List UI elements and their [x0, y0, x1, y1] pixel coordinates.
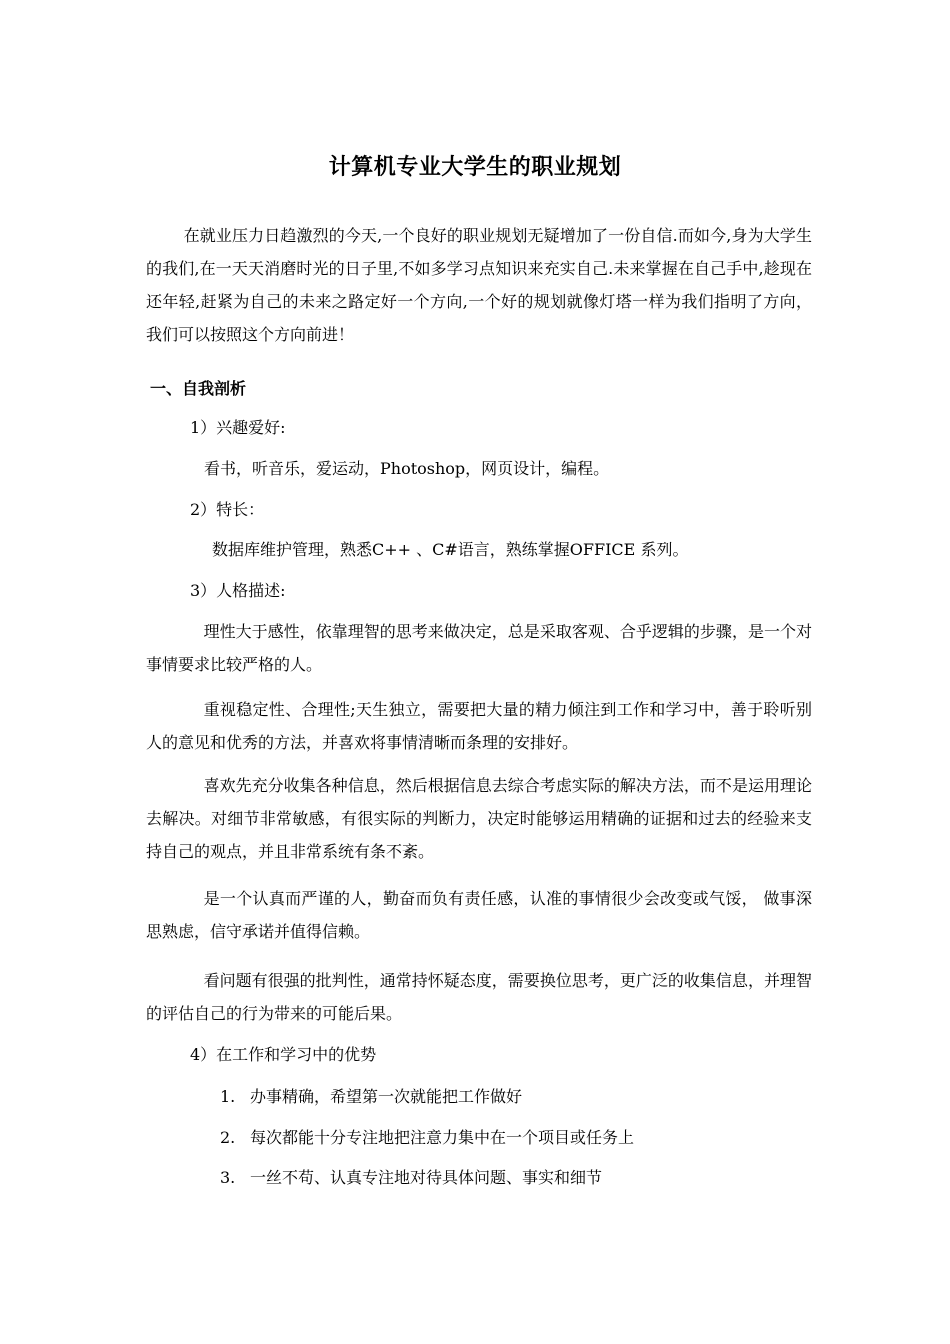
advantage-list-item: [220, 1123, 634, 1153]
advantage-list-item: [220, 1082, 522, 1112]
list-item-text: 每次都能十分专注地把注意力集中在一个项目或任务上: [250, 1128, 635, 1147]
personality-label: 3）人格描述:: [190, 581, 286, 600]
advantage-list-item: [220, 1163, 602, 1193]
personality-paragraph: 重视稳定性、合理性;天生独立，需要把大量的精力倾注到工作和学习中，善于聆听别人的意见和优秀的方法，并喜欢将事情清晰而条理的安排好。: [146, 700, 812, 752]
list-item-text: 办事精确，希望第一次就能把工作做好: [250, 1087, 523, 1106]
interests-text: 看书，听音乐，爱运动，Photoshop，网页设计，编程。: [204, 459, 610, 478]
personality-paragraph: 是一个认真而严谨的人，勤奋而负有责任感，认准的事情很少会改变或气馁， 做事深思熟虑，信守承诺并值得信赖。: [146, 889, 812, 941]
document-title: 计算机专业大学生的职业规划: [328, 155, 622, 180]
advantages-label: 4）在工作和学习中的优势: [190, 1045, 377, 1064]
list-number: 3.: [220, 1168, 236, 1187]
strengths-label: 2）特长：: [190, 500, 265, 519]
section-heading-self-analysis: 一、自我剖析: [150, 379, 247, 398]
list-number: 2.: [220, 1128, 236, 1147]
strengths-text: 数据库维护管理，熟悉C++ 、C#语言，熟练掌握OFFICE 系列。: [212, 540, 689, 559]
personality-paragraph: 喜欢先充分收集各种信息，然后根据信息去综合考虑实际的解决方法，而不是运用理论去解决。对细节非常敏感，有很实际的判断力，决定时能够运用精确的证据和过去的经验来支持自己的观点，并且非常系统有条不紊。: [146, 776, 812, 861]
personality-paragraph: 理性大于感性，依靠理智的思考来做决定，总是采取客观、合乎逻辑的步骤，是一个对事情要求比较严格的人。: [146, 622, 812, 674]
list-number: 1.: [220, 1087, 236, 1106]
interests-label: 1）兴趣爱好:: [190, 418, 286, 437]
personality-paragraph: 看问题有很强的批判性，通常持怀疑态度，需要换位思考，更广泛的收集信息，并理智的评估自己的行为带来的可能后果。: [146, 971, 812, 1023]
intro-paragraph: 在就业压力日趋激烈的今天,一个良好的职业规划无疑增加了一份自信.而如今,身为大学生的我们,在一天天消磨时光的日子里,不如多学习点知识来充实自己.未来掌握在自己手中,趁现在还年轻,赶紧为自己的未来之路定好一个方向,一个好的规划就像灯塔一样为我们指明了方向，我们可以按照这个方向前进！: [146, 226, 812, 344]
list-item-text: 一丝不苟、认真专注地对待具体问题、事实和细节: [250, 1168, 603, 1187]
